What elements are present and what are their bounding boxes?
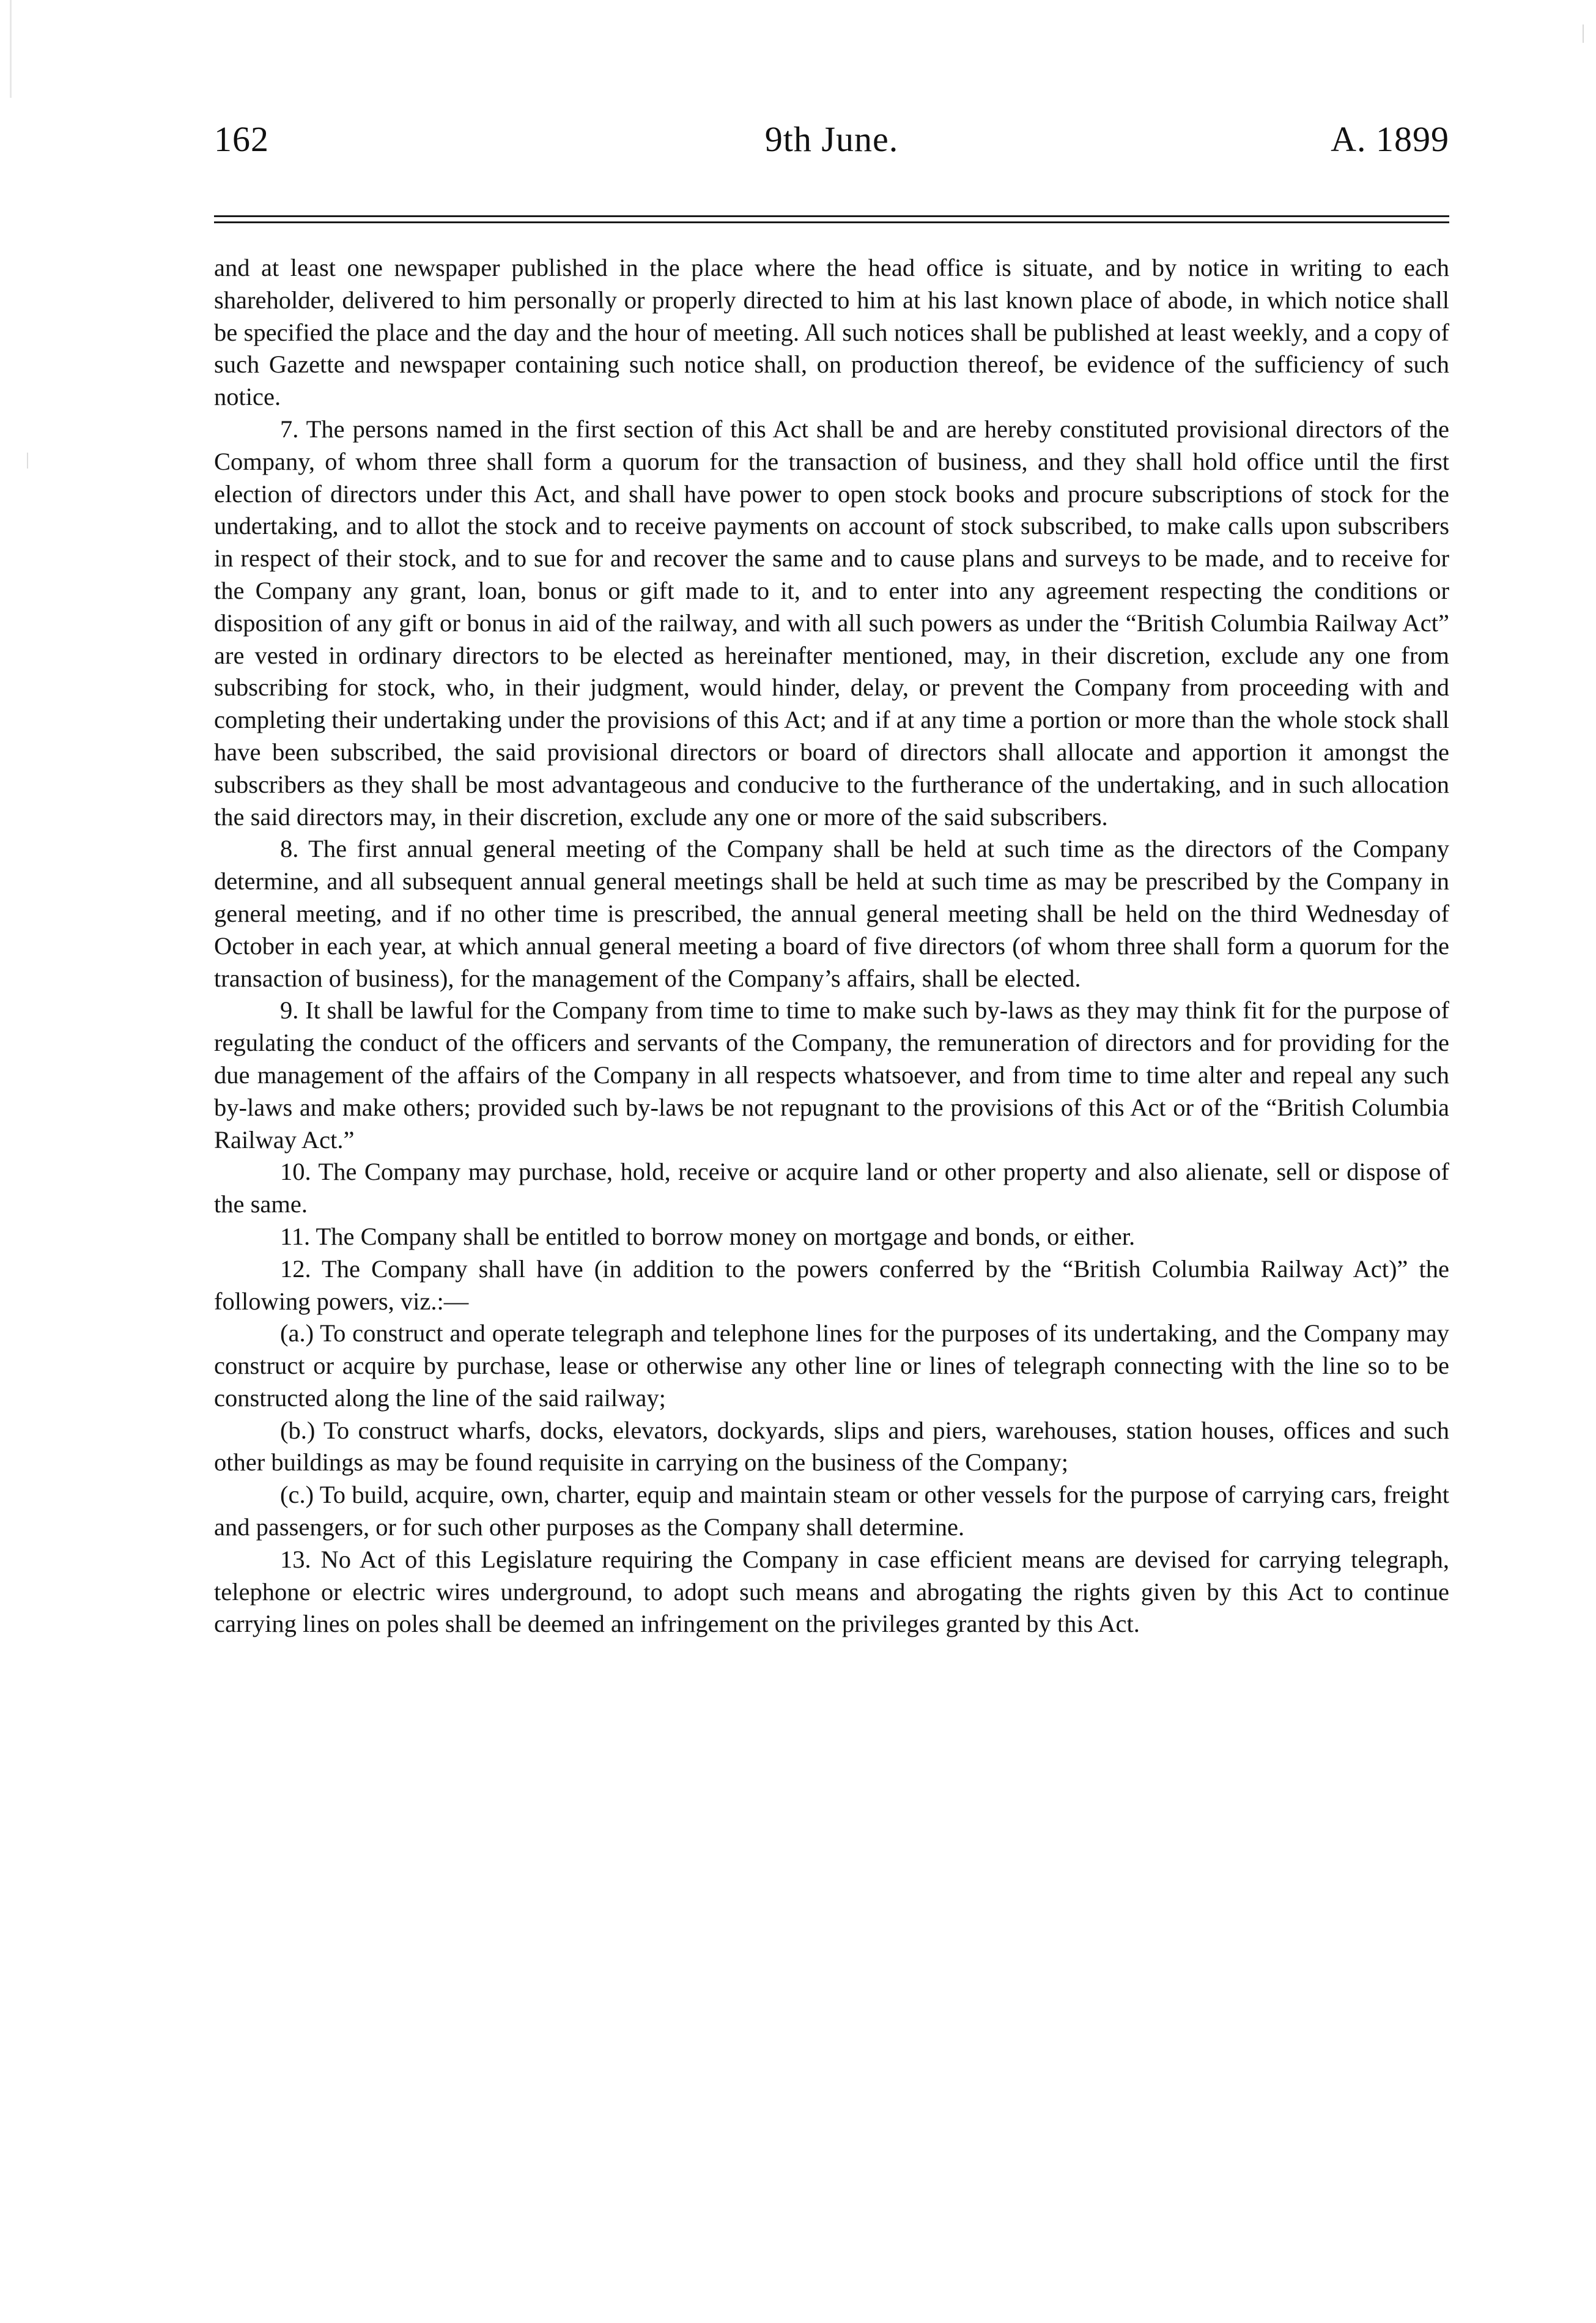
page-header (214, 115, 1449, 170)
header-date: 9th June. (764, 119, 899, 159)
section-12-c: (c.) To build, acquire, own, charter, equip and maintain steam or other vessels for the purpose of carrying cars, freight and passengers, or for such other purposes as the Company shall determine. (214, 1481, 1449, 1541)
header-rule-top (214, 215, 1449, 217)
act-text (214, 252, 1449, 1640)
page-number: 162 (214, 119, 269, 159)
section-10: 10. The Company may purchase, hold, receive or acquire land or other property and also alienate, sell or dispose of the same. (214, 1158, 1449, 1218)
section-11: 11. The Company shall be entitled to borrow money on mortgage and bonds, or either. (280, 1222, 1136, 1250)
scan-mark (1583, 24, 1584, 43)
paragraph-continuation: and at least one newspaper published in the place where the head office is situate, and by notice in writing to each shareholder, delivered to him personally or properly directed to him at his last known place of abode, in which notice shall be specified the place and the day and the hour of meeting. All such notices shall be published at least weekly, and a copy of such Gazette and newspaper containing such notice shall, on production thereof, be evidence of the sufficiency of such notice. (214, 254, 1449, 411)
section-7: 7. The persons named in the first section of this Act shall be and are hereby constituted provisional directors of the Company, of whom three shall form a quorum for the transaction of business, and they shall hold office until the first election of directors under this Act, and shall have power to open stock books and procure subscriptions of stock for the undertaking, and to allot the stock and to receive payments on account of stock subscribed, to make calls upon subscribers in respect of their stock, and to sue for and recover the same and to cause plans and surveys to be made, and to receive for the Company any grant, loan, bonus or gift made to it, and to enter into any agreement respecting the conditions or disposition of any gift or bonus in aid of the railway, and with all such powers as under the “British Columbia Railway Act” are vested in ordinary directors to be elected as hereinafter mentioned, may, in their discretion, exclude any one from subscribing for stock, who, in their judgment, would hinder, delay, or prevent the Company from proceeding with and completing their undertaking under the provisions of this Act; and if at any time a portion or more than the whole stock shall have been subscribed, the said provisional directors or board of directors shall allocate and apportion it amongst the subscribers as they shall be most advantageous and conducive to the furtherance of the undertaking, and in such allocation the said directors may, in their discretion, exclude any one or more of the said subscribers. (214, 415, 1449, 831)
section-12-b: (b.) To construct wharfs, docks, elevators, dockyards, slips and piers, warehouses, station houses, offices and such other buildings as may be found requisite in carrying on the business of the Company; (214, 1416, 1449, 1476)
section-12: 12. The Company shall have (in addition to the powers conferred by the “British Columbia Railway Act)” the following powers, viz.:— (214, 1254, 1449, 1315)
section-12-a: (a.) To construct and operate telegraph and telephone lines for the purposes of its undertaking, and the Company may construct or acquire by purchase, lease or otherwise any other line or lines of telegraph connecting with the line so to be constructed along the line of the said railway; (214, 1319, 1449, 1412)
section-13: 13. No Act of this Legislature requiring the Company in case efficient means are devised for carrying telegraph, telephone or electric wires underground, to adopt such means and abrogating the rights given by this Act to continue carrying lines on poles shall be deemed an infringement on the privileges granted by this Act. (214, 1545, 1449, 1638)
scan-mark (27, 453, 28, 469)
scan-edge (10, 0, 12, 98)
header-year: A. 1899 (1331, 119, 1449, 159)
section-9: 9. It shall be lawful for the Company from time to time to make such by-laws as they may think fit for the purpose of regulating the conduct of the officers and servants of the Company, the remuneration of directors and for providing for the due management of the affairs of the Company in all respects whatsoever, and from time to time alter and repeal any such by-laws and make others; provided such by-laws be not repugnant to the provisions of this Act or of the “British Columbia Railway Act.” (214, 996, 1449, 1154)
header-rule-bottom (214, 221, 1449, 223)
section-8: 8. The first annual general meeting of the Company shall be held at such time as the directors of the Company determine, and all subsequent annual general meetings shall be held at such time as may be prescribed by the Company in general meeting, and if no other time is prescribed, the annual general meeting shall be held on the third Wednesday of October in each year, at which annual general meeting a board of five directors (of whom three shall form a quorum for the transaction of business), for the management of the Company’s affairs, shall be elected. (214, 835, 1449, 992)
